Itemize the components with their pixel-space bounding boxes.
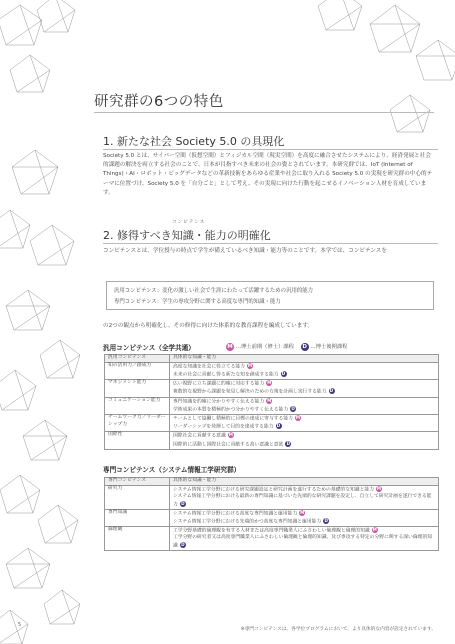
competence-description (170, 414, 439, 431)
competence-category: チームワーク力／リーダーシップ力 (105, 414, 170, 431)
competence-definition-box (106, 281, 434, 310)
ability-text: 国際社会に貢献する意識 (173, 433, 226, 439)
specific-competence-definition: 専門コンピテンス：学生の専攻分野に関する高度な専門的知識・能力 (114, 299, 281, 305)
table-row (105, 397, 439, 414)
ability-text: チームとして協働し積極的に目標の達成に寄与する能力 (173, 416, 293, 422)
competence-category: マネジメント能力 (105, 380, 170, 397)
title-underline (94, 86, 434, 113)
ability-text: システム情報工学分野における研究課題設定と研究計画を遂行するための基礎的な知識と能力 (173, 487, 374, 493)
section1-divider (103, 149, 438, 150)
generic-competence-definition: 汎用コンピテンス：変化の激しい社会で生涯にわたって活躍するための汎用的能力 (114, 288, 314, 294)
m-badge-icon: M (267, 397, 272, 403)
ability-line (173, 415, 435, 423)
ability-text: 高度な知識を社会に役立てる能力 (173, 364, 245, 370)
d-badge-icon: D (181, 500, 185, 506)
table-header-ability: 具体的な知識・能力 (170, 355, 439, 363)
table-header-competence: 汎用コンピテンス (105, 355, 170, 363)
d-badge-icon: D (291, 405, 295, 411)
d-badge-icon: D (181, 542, 185, 548)
competence-category: 国際性 (105, 432, 170, 449)
page-title: 研究群の6つの特色 (94, 94, 224, 110)
section1-heading: 1. 新たな社会 Society 5.0 の具現化 (103, 135, 285, 148)
competence-category: 知の活用力／創成力 (105, 362, 170, 379)
d-badge-icon: D (324, 518, 328, 524)
ability-line (173, 494, 435, 509)
ability-line (173, 441, 435, 449)
table-header-competence: 専門コンピテンス (105, 478, 170, 486)
ability-line (173, 406, 435, 414)
m-badge-icon: M (295, 414, 301, 420)
ability-line (173, 363, 435, 371)
ability-text: リーダーシップを発揮して目的を達成する能力 (173, 424, 274, 430)
ability-text: 広い視野に立ち課題に的確に対応する能力 (173, 381, 265, 387)
ability-text: 国際的に活動し国際社会に貢献する高い意識と意欲 (173, 442, 284, 448)
m-badge-icon: M (372, 527, 377, 533)
table-row (105, 485, 439, 509)
section2-after: の2つの観点から明確化し、その修得に向けた体系的な教育課程を編成しています。 (103, 323, 314, 329)
ability-line (173, 518, 435, 526)
table-row (105, 380, 439, 397)
section2-heading: 2. 修得すべき知識・能力の明確化 (103, 229, 271, 242)
legend-d-text: …博士後期課程 (310, 344, 348, 350)
d-badge-icon: D (281, 370, 286, 376)
competence-category: 専門知識 (105, 509, 170, 526)
ability-line (173, 423, 435, 431)
competence-category: コミュニケーション能力 (105, 397, 170, 414)
ability-line (173, 388, 435, 396)
ability-text: 工学分野の研究者又は高度専門職業人にふさわしい倫理観と倫理的知識、及び専攻する特定の分野に関する深い倫理的知識 (173, 535, 433, 549)
competence-description (170, 485, 439, 509)
ability-text: 専門知識を的確に分かりやすく伝える能力 (173, 399, 265, 405)
generic-competence-table (104, 354, 439, 450)
competence-description (170, 509, 439, 526)
competence-description (170, 527, 439, 551)
ability-text: 工学分野基礎的倫理観を有する人材または高度専門職業人にふさわしい倫理観と倫理的知識 (173, 528, 370, 534)
ability-line (173, 510, 435, 518)
d-badge-icon: D (302, 343, 307, 350)
legend-m-text: …博士前期（修士）課程 (235, 344, 294, 350)
ability-line (173, 535, 435, 550)
competence-description (170, 380, 439, 397)
d-badge-icon: D (276, 423, 281, 429)
d-badge-icon: D (329, 388, 334, 394)
competence-category: 倫理観 (105, 527, 170, 551)
ability-line (173, 371, 435, 379)
m-badge-icon: M (267, 380, 272, 386)
ability-line (173, 486, 435, 494)
m-badge-icon: M (228, 432, 233, 438)
ability-line (173, 398, 435, 406)
section2-ruby: コンピテンス (172, 220, 206, 225)
ability-text: システム情報工学分野における最新の専門知識に基づいた先端的な研究課題を設定し、自立して研究計画を遂行できる能力 (173, 493, 432, 508)
ability-text: 未来の社会に貢献し得る新たな知を創成する能力 (173, 372, 279, 378)
specific-competence-table (104, 477, 439, 551)
m-badge-icon: M (300, 509, 305, 515)
legend (226, 342, 348, 351)
ability-text: システム情報工学分野における先端的かつ高度な専門知識と運用能力 (173, 519, 322, 525)
section2-body: コンピテンスとは、学位授与の時点で学生が備えているべき知識・能力等のことです。本学では、コンピテンスを (103, 248, 387, 254)
table-row (105, 432, 439, 449)
competence-description (170, 362, 439, 379)
section2-divider (103, 243, 438, 244)
m-badge-icon: M (247, 362, 253, 368)
table-row (105, 509, 439, 526)
generic-heading: 汎用コンピテンス（全学共通） (103, 344, 195, 352)
table-row (105, 414, 439, 431)
footnote: ※専門コンピテンスは、各学位プログラムにおいて、より具体的な内容が設定されています。 (240, 627, 436, 632)
competence-description (170, 432, 439, 449)
specific-heading: 専門コンピテンス（システム情報工学研究群） (103, 466, 241, 474)
m-badge-icon: M (376, 485, 382, 491)
table-header-ability: 具体的な知識・能力 (170, 478, 439, 486)
section1-body: Society 5.0 とは、サイバー空間（仮想空間）とフィジカル空間（現実空間）を高度に融合させたシステムにより、経済発展と社会的課題の解決を両立する社会のことで、日本が目指すべき未来の社会の姿とされています。本研究群では、IoT (Internet of Things)・AI・ロボット・ビッグデータなどの革新技術をあらゆる産業や社会に取り入れる Society 5.0 の実現を研究群の中心的テーマに位置づけ、Society 5.0 を「自分ごと」として考え、その実現に向けた行動を起こせるイノベーション人材を育成しています。 (103, 153, 433, 196)
ability-text: システム情報工学分野における高度な専門知識と運用能力 (173, 511, 298, 517)
competence-description (170, 397, 439, 414)
d-badge-icon: D (286, 440, 291, 446)
ability-line (173, 380, 435, 388)
table-row (105, 362, 439, 379)
ability-text: 学術成果の本質を積極的かつ分かりやすく伝える能力 (173, 407, 289, 413)
page-number: 5 (18, 622, 22, 628)
m-badge-icon: M (227, 343, 233, 350)
competence-category: 研究力 (105, 485, 170, 509)
ability-line (173, 432, 435, 440)
ability-text: 複数的な視野から課題を発見し解決のための方策を計画し実行する能力 (173, 389, 327, 395)
table-row (105, 527, 439, 551)
